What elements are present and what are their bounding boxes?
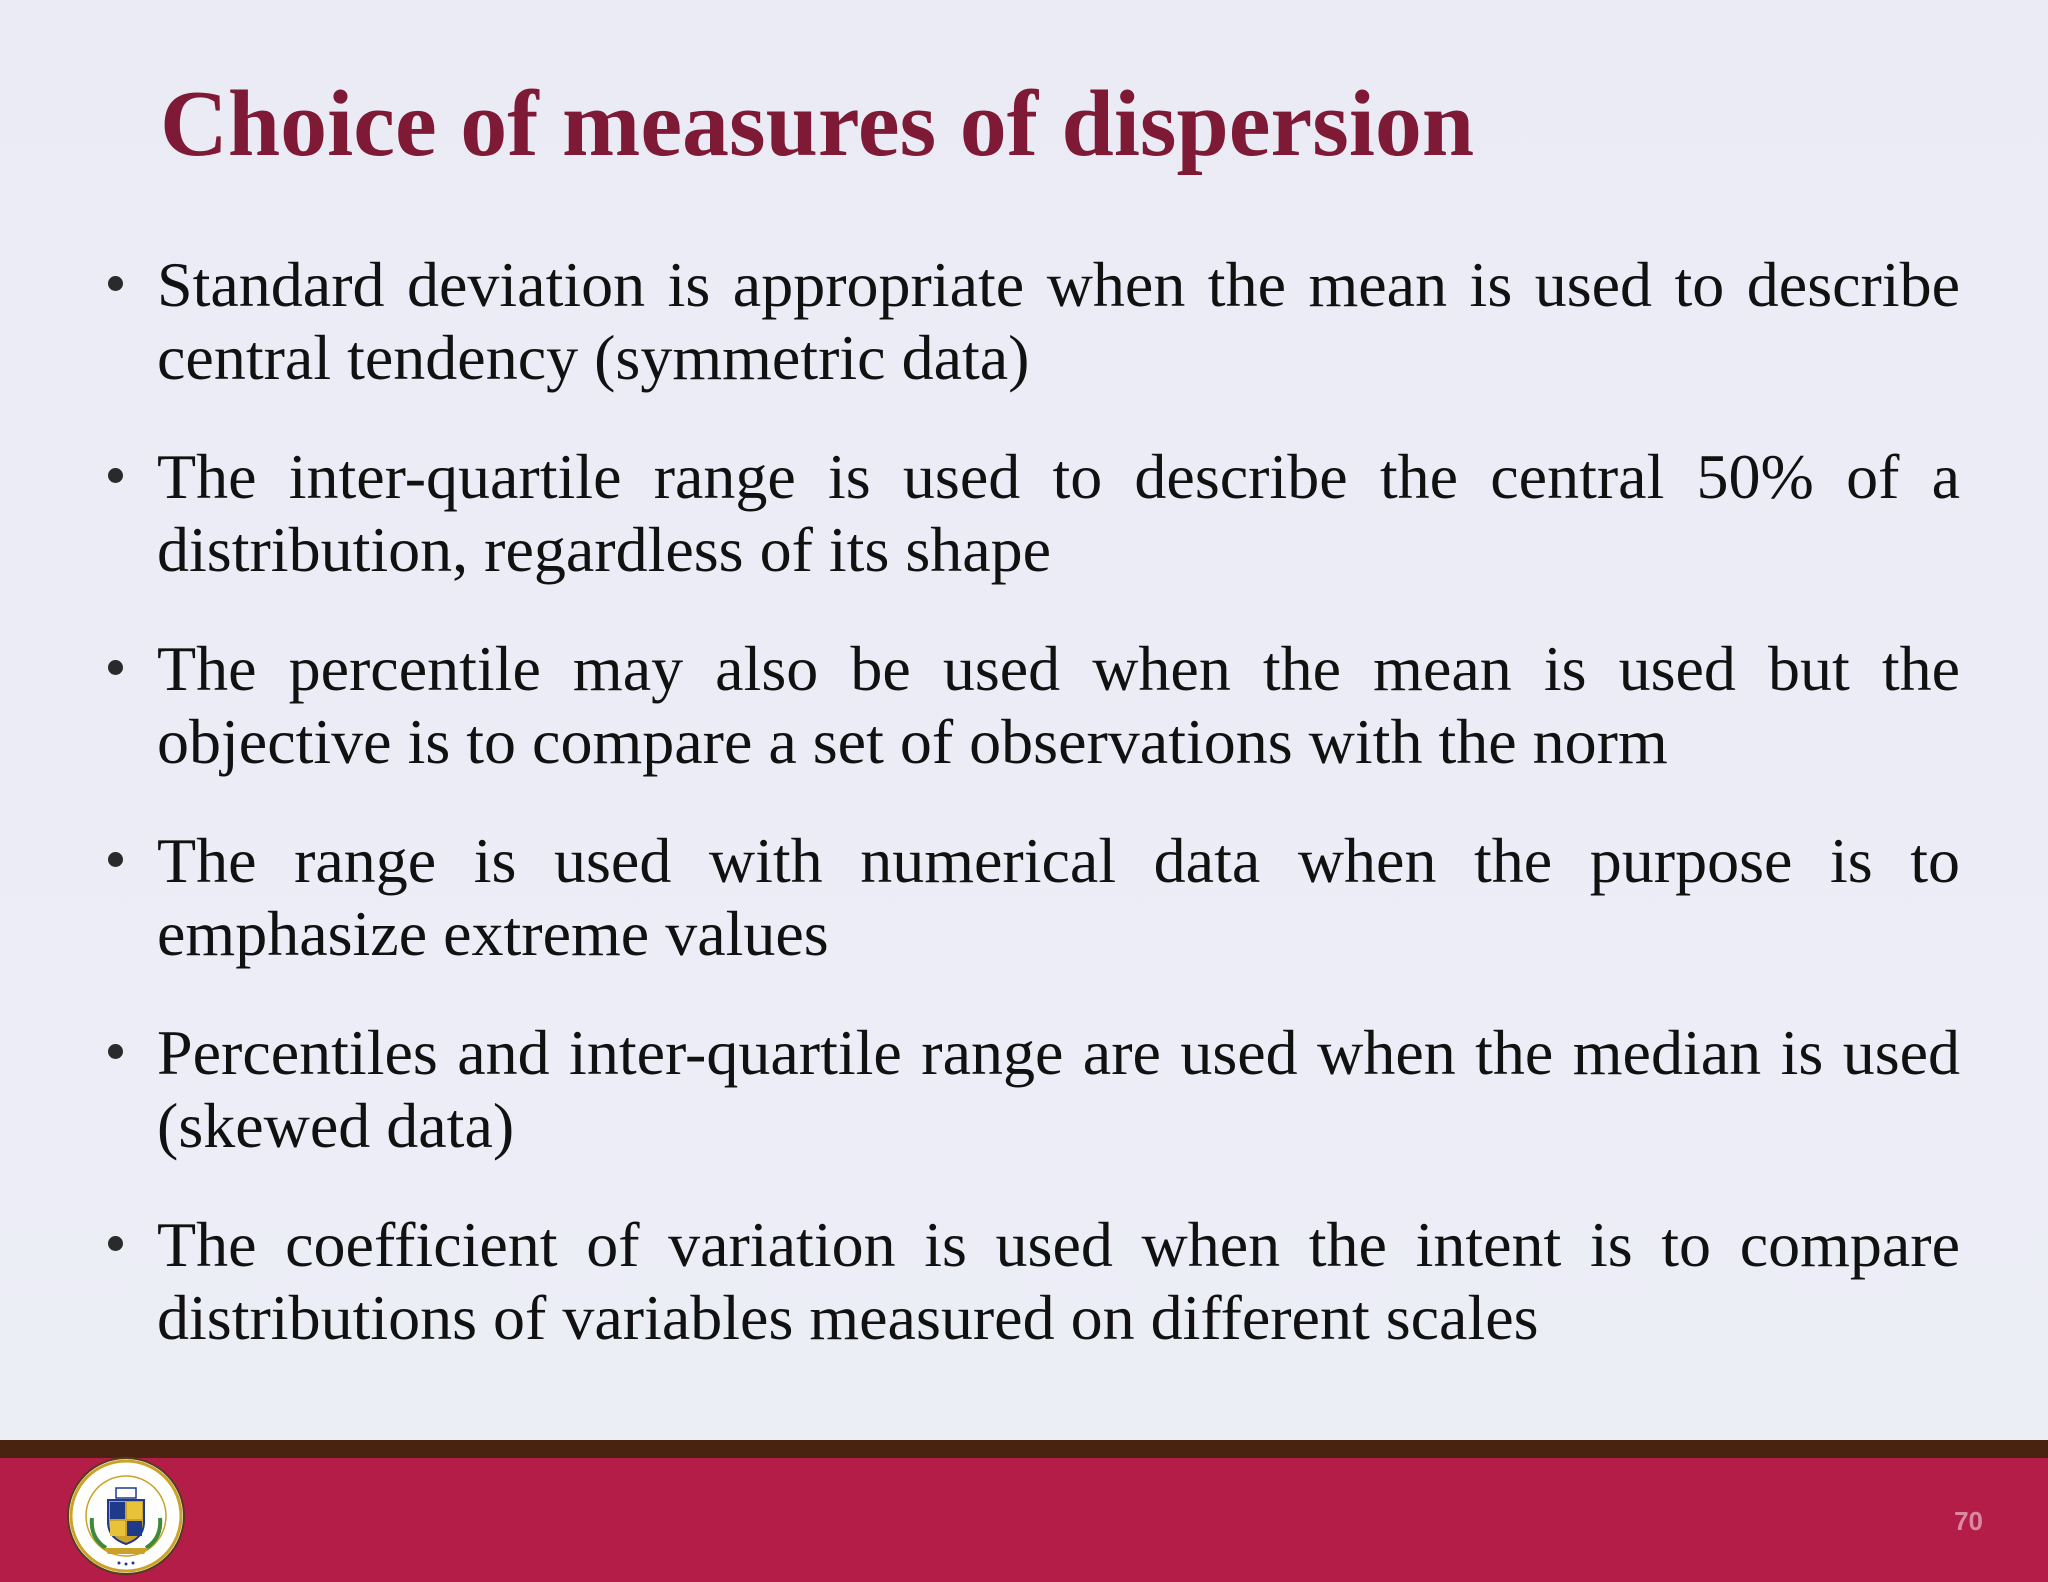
bullet-icon <box>108 852 123 867</box>
bullet-text: Standard deviation is appropriate when the mean is used to describe central tendency (symmetric data) <box>157 249 1960 393</box>
footer-divider <box>0 1440 2048 1460</box>
bullet-icon <box>108 276 123 291</box>
page-number: 70 <box>1954 1506 1983 1536</box>
bullet-text: The inter-quartile range is used to describe the central 50% of a distribution, regardless of its shape <box>157 441 1960 585</box>
bullet-item <box>100 1016 1960 1162</box>
bullet-item <box>100 440 1960 586</box>
slide-title: Choice of measures of dispersion <box>160 72 1475 176</box>
bullet-icon <box>108 1044 123 1059</box>
university-seal-icon <box>66 1456 186 1576</box>
bullet-icon <box>108 1236 123 1251</box>
bullet-icon <box>108 660 123 675</box>
bullet-item <box>100 824 1960 970</box>
bullet-text: The percentile may also be used when the mean is used but the objective is to compare a set of observations with the norm <box>157 633 1960 777</box>
footer-band <box>0 1458 2048 1582</box>
bullet-list <box>100 248 1960 1400</box>
bullet-icon <box>108 468 123 483</box>
bullet-text: The range is used with numerical data when the purpose is to emphasize extreme values <box>157 825 1960 969</box>
bullet-item <box>100 632 1960 778</box>
bullet-text: The coefficient of variation is used when the intent is to compare distributions of variables measured on different scales <box>157 1209 1960 1353</box>
bullet-text: Percentiles and inter-quartile range are used when the median is used (skewed data) <box>157 1017 1960 1161</box>
bullet-item <box>100 248 1960 394</box>
bullet-item <box>100 1208 1960 1354</box>
